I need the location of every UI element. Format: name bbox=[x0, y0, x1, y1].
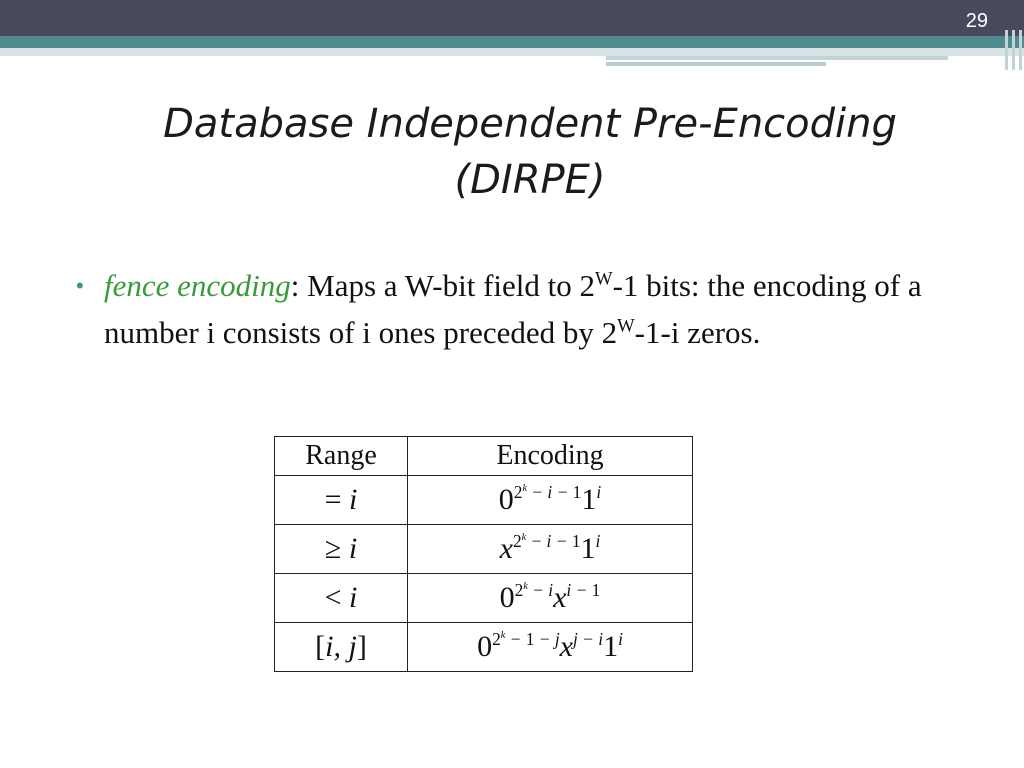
table-row bbox=[275, 525, 693, 574]
decorative-line bbox=[606, 62, 826, 66]
column-header-range: Range bbox=[275, 437, 408, 476]
range-cell: [i, j] bbox=[275, 623, 408, 672]
slide-number: 29 bbox=[965, 10, 988, 32]
decorative-line bbox=[1019, 30, 1022, 70]
range-cell: ≥ i bbox=[275, 525, 408, 574]
table-row bbox=[275, 574, 693, 623]
bullet-text-part: -1 bits: the encoding of a number i consists of i ones preceded by 2 bbox=[104, 268, 922, 350]
accent-stripe bbox=[0, 36, 1024, 48]
encoding-cell: $0^{2^k - i}x^{i - 1}$ bbox=[408, 574, 693, 623]
header-bar bbox=[0, 0, 1024, 36]
bullet-icon: • bbox=[76, 273, 84, 298]
slide-title bbox=[60, 96, 1000, 208]
range-cell: < i bbox=[275, 574, 408, 623]
table-row bbox=[275, 476, 693, 525]
column-header-encoding: Encoding bbox=[408, 437, 693, 476]
bullet-text-part: -1-i zeros. bbox=[634, 315, 761, 350]
encoding-cell: $0^{2^k - 1 - j}x^{j - i}1^i$ bbox=[408, 623, 693, 672]
encoding-table bbox=[274, 436, 693, 672]
encoding-cell: $x^{2^k - i - 1}1^i$ bbox=[408, 525, 693, 574]
decorative-line bbox=[1005, 30, 1008, 70]
term-fence-encoding: fence encoding bbox=[104, 268, 291, 303]
bullet-text-part: : Maps a W-bit field to 2 bbox=[290, 268, 595, 303]
table-header-row bbox=[275, 437, 693, 476]
light-stripe bbox=[0, 48, 1024, 56]
range-cell: = i bbox=[275, 476, 408, 525]
title-line-2: (DIRPE) bbox=[454, 157, 606, 203]
superscript: W bbox=[617, 315, 635, 337]
title-line-1: Database Independent Pre-Encoding bbox=[163, 101, 897, 147]
encoding-cell: $0^{2^k - i - 1}1^i$ bbox=[408, 476, 693, 525]
decorative-line bbox=[606, 56, 948, 60]
superscript: W bbox=[595, 268, 613, 290]
bullet-text bbox=[104, 262, 976, 356]
bullet-item bbox=[76, 262, 976, 356]
table-row bbox=[275, 623, 693, 672]
decorative-line bbox=[1012, 30, 1015, 70]
